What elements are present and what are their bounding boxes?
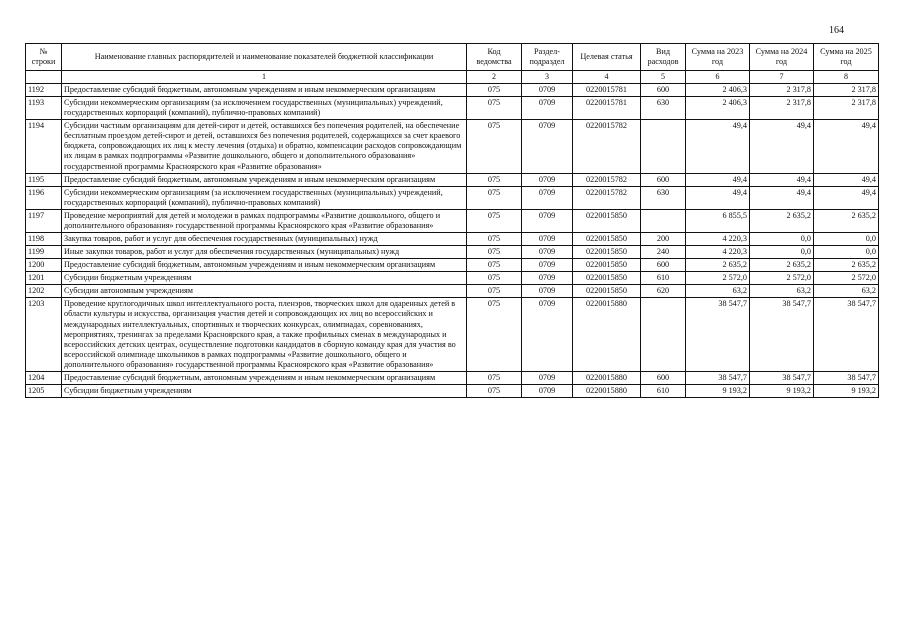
row-target: 0220015850	[573, 246, 641, 259]
row-number: 1196	[26, 186, 62, 209]
column-number: 5	[641, 71, 686, 84]
row-target: 0220015880	[573, 298, 641, 372]
row-dept-code: 075	[467, 173, 522, 186]
row-number: 1192	[26, 84, 62, 97]
row-dept-code: 075	[467, 120, 522, 173]
table-row	[26, 84, 879, 97]
row-name: Субсидии автономным учреждениям	[62, 285, 467, 298]
row-sum-2024: 2 635,2	[750, 259, 814, 272]
row-dept-code: 075	[467, 84, 522, 97]
row-sum-2025: 9 193,2	[814, 385, 879, 398]
row-target: 0220015850	[573, 209, 641, 232]
row-sum-2025: 2 317,8	[814, 97, 879, 120]
page-number: 164	[829, 25, 844, 36]
row-sum-2023: 4 220,3	[686, 233, 750, 246]
row-target: 0220015782	[573, 186, 641, 209]
row-sum-2024: 38 547,7	[750, 298, 814, 372]
row-sum-2025: 2 635,2	[814, 209, 879, 232]
row-sum-2024: 63,2	[750, 285, 814, 298]
row-number: 1197	[26, 209, 62, 232]
row-target: 0220015850	[573, 259, 641, 272]
row-exp-type: 630	[641, 97, 686, 120]
row-sum-2025: 2 317,8	[814, 84, 879, 97]
table-row	[26, 285, 879, 298]
header-dept-code: Код ведомства	[467, 44, 522, 71]
column-number: 1	[62, 71, 467, 84]
row-name: Субсидии некоммерческим организациям (за исключением государственных (муниципальных) учреждений, государственных корпораций (компаний), публично-правовых компаний)	[62, 186, 467, 209]
row-exp-type: 630	[641, 186, 686, 209]
row-name: Закупка товаров, работ и услуг для обеспечения государственных (муниципальных) нужд	[62, 233, 467, 246]
row-sum-2023: 63,2	[686, 285, 750, 298]
row-number: 1203	[26, 298, 62, 372]
row-target: 0220015782	[573, 173, 641, 186]
row-exp-type: 600	[641, 371, 686, 384]
row-number: 1199	[26, 246, 62, 259]
table-row	[26, 97, 879, 120]
row-dept-code: 075	[467, 97, 522, 120]
row-section: 0709	[522, 84, 573, 97]
table-row	[26, 246, 879, 259]
row-exp-type	[641, 120, 686, 173]
row-sum-2023: 9 193,2	[686, 385, 750, 398]
row-target: 0220015880	[573, 371, 641, 384]
row-section: 0709	[522, 298, 573, 372]
row-sum-2024: 2 635,2	[750, 209, 814, 232]
row-name: Проведение мероприятий для детей и молодежи в рамках подпрограммы «Развитие дошкольного, общего и дополнительного образования» государственной программы Красноярского края «Развитие образования»	[62, 209, 467, 232]
row-target: 0220015782	[573, 120, 641, 173]
row-target: 0220015880	[573, 385, 641, 398]
row-dept-code: 075	[467, 209, 522, 232]
column-number: 2	[467, 71, 522, 84]
row-sum-2023: 6 855,5	[686, 209, 750, 232]
row-name: Иные закупки товаров, работ и услуг для обеспечения государственных (муниципальных) нужд	[62, 246, 467, 259]
row-sum-2024: 9 193,2	[750, 385, 814, 398]
row-section: 0709	[522, 173, 573, 186]
column-number: 3	[522, 71, 573, 84]
row-section: 0709	[522, 272, 573, 285]
header-name: Наименование главных распорядителей и наименование показателей бюджетной классификации	[62, 44, 467, 71]
row-exp-type: 610	[641, 272, 686, 285]
row-name: Предоставление субсидий бюджетным, автономным учреждениям и иным некоммерческим организациям	[62, 259, 467, 272]
row-sum-2024: 49,4	[750, 173, 814, 186]
row-sum-2025: 38 547,7	[814, 371, 879, 384]
row-exp-type: 200	[641, 233, 686, 246]
row-dept-code: 075	[467, 259, 522, 272]
table-row	[26, 371, 879, 384]
row-target: 0220015850	[573, 272, 641, 285]
row-sum-2023: 2 406,3	[686, 97, 750, 120]
row-sum-2025: 49,4	[814, 186, 879, 209]
row-sum-2025: 63,2	[814, 285, 879, 298]
row-sum-2023: 49,4	[686, 120, 750, 173]
row-name: Предоставление субсидий бюджетным, автономным учреждениям и иным некоммерческим организациям	[62, 173, 467, 186]
row-section: 0709	[522, 233, 573, 246]
column-number: 7	[750, 71, 814, 84]
row-sum-2024: 49,4	[750, 186, 814, 209]
row-target: 0220015781	[573, 84, 641, 97]
row-sum-2023: 2 572,0	[686, 272, 750, 285]
table-row	[26, 186, 879, 209]
row-number: 1205	[26, 385, 62, 398]
row-sum-2023: 2 635,2	[686, 259, 750, 272]
header-section: Раздел-подраздел	[522, 44, 573, 71]
row-dept-code: 075	[467, 246, 522, 259]
row-sum-2025: 38 547,7	[814, 298, 879, 372]
row-exp-type	[641, 298, 686, 372]
table-row	[26, 259, 879, 272]
column-number: 8	[814, 71, 879, 84]
row-section: 0709	[522, 186, 573, 209]
row-exp-type: 620	[641, 285, 686, 298]
row-sum-2023: 49,4	[686, 173, 750, 186]
row-number: 1204	[26, 371, 62, 384]
row-exp-type: 610	[641, 385, 686, 398]
row-sum-2025: 0,0	[814, 233, 879, 246]
header-row	[26, 44, 879, 71]
table-row	[26, 233, 879, 246]
row-exp-type: 600	[641, 84, 686, 97]
row-number: 1201	[26, 272, 62, 285]
row-sum-2025: 49,4	[814, 173, 879, 186]
row-dept-code: 075	[467, 272, 522, 285]
row-exp-type	[641, 209, 686, 232]
row-target: 0220015781	[573, 97, 641, 120]
row-section: 0709	[522, 120, 573, 173]
header-target: Целевая статья	[573, 44, 641, 71]
table-row	[26, 272, 879, 285]
row-section: 0709	[522, 259, 573, 272]
row-sum-2024: 2 317,8	[750, 97, 814, 120]
row-sum-2024: 38 547,7	[750, 371, 814, 384]
row-sum-2024: 49,4	[750, 120, 814, 173]
row-sum-2023: 4 220,3	[686, 246, 750, 259]
row-dept-code: 075	[467, 285, 522, 298]
header-row-no: № строки	[26, 44, 62, 71]
row-dept-code: 075	[467, 298, 522, 372]
row-name: Проведение круглогодичных школ интеллектуального роста, пленэров, творческих школ для одаренных детей в области культуры и искусства, организация участия детей и сопровождающих их лиц во всероссийских и международных интеллектуальных, спортивных и творческих конкурсах, олимпиадах, соревнованиях, мероприятиях, тренингах за пределами Красноярского края, а также профильных сменах в международных и всероссийских детских центрах, осуществление подготовки кандидатов в сборную команду края для участия во всероссийской олимпиаде школьников в рамках подпрограммы «Развитие дошкольного, общего и дополнительного образования» государственной программы Красноярского края «Развитие образования»	[62, 298, 467, 372]
row-sum-2025: 2 572,0	[814, 272, 879, 285]
table-row	[26, 209, 879, 232]
row-name: Субсидии бюджетным учреждениям	[62, 272, 467, 285]
row-dept-code: 075	[467, 233, 522, 246]
row-sum-2023: 2 406,3	[686, 84, 750, 97]
row-dept-code: 075	[467, 385, 522, 398]
row-sum-2025: 2 635,2	[814, 259, 879, 272]
row-number: 1198	[26, 233, 62, 246]
row-sum-2024: 0,0	[750, 246, 814, 259]
row-name: Предоставление субсидий бюджетным, автономным учреждениям и иным некоммерческим организациям	[62, 84, 467, 97]
row-number: 1194	[26, 120, 62, 173]
header-sum-2025: Сумма на 2025 год	[814, 44, 879, 71]
row-number: 1195	[26, 173, 62, 186]
header-exp-type: Вид расходов	[641, 44, 686, 71]
budget-table	[25, 43, 879, 398]
row-sum-2025: 0,0	[814, 246, 879, 259]
column-number: 4	[573, 71, 641, 84]
row-section: 0709	[522, 371, 573, 384]
row-dept-code: 075	[467, 371, 522, 384]
row-section: 0709	[522, 285, 573, 298]
column-number-row	[26, 71, 879, 84]
row-name: Субсидии частным организациям для детей-сирот и детей, оставшихся без попечения родителей, на обеспечение бесплатным проездом детей-сирот и детей, оставшихся без попечения родителей, содержащихся за счет краевого бюджета, сопровождающих их лиц к месту лечения (отдыха) и обратно, компенсации расходов сопровождающим их лицам в рамках подпрограммы «Развитие дошкольного, общего и дополнительного образования» государственной программы Красноярского края «Развитие образования»	[62, 120, 467, 173]
row-sum-2024: 2 317,8	[750, 84, 814, 97]
row-name: Субсидии некоммерческим организациям (за исключением государственных (муниципальных) учреждений, государственных корпораций (компаний), публично-правовых компаний)	[62, 97, 467, 120]
row-sum-2024: 0,0	[750, 233, 814, 246]
row-section: 0709	[522, 97, 573, 120]
row-sum-2023: 49,4	[686, 186, 750, 209]
row-sum-2023: 38 547,7	[686, 371, 750, 384]
row-sum-2025: 49,4	[814, 120, 879, 173]
table-row	[26, 173, 879, 186]
row-section: 0709	[522, 385, 573, 398]
row-target: 0220015850	[573, 233, 641, 246]
row-section: 0709	[522, 209, 573, 232]
row-sum-2024: 2 572,0	[750, 272, 814, 285]
row-target: 0220015850	[573, 285, 641, 298]
table-row	[26, 385, 879, 398]
row-number: 1202	[26, 285, 62, 298]
row-name: Субсидии бюджетным учреждениям	[62, 385, 467, 398]
row-exp-type: 600	[641, 173, 686, 186]
row-exp-type: 240	[641, 246, 686, 259]
row-number: 1193	[26, 97, 62, 120]
column-number	[26, 71, 62, 84]
header-sum-2023: Сумма на 2023 год	[686, 44, 750, 71]
table-row	[26, 298, 879, 372]
row-name: Предоставление субсидий бюджетным, автономным учреждениям и иным некоммерческим организациям	[62, 371, 467, 384]
header-sum-2024: Сумма на 2024 год	[750, 44, 814, 71]
row-section: 0709	[522, 246, 573, 259]
row-number: 1200	[26, 259, 62, 272]
column-number: 6	[686, 71, 750, 84]
row-exp-type: 600	[641, 259, 686, 272]
table-row	[26, 120, 879, 173]
row-sum-2023: 38 547,7	[686, 298, 750, 372]
row-dept-code: 075	[467, 186, 522, 209]
